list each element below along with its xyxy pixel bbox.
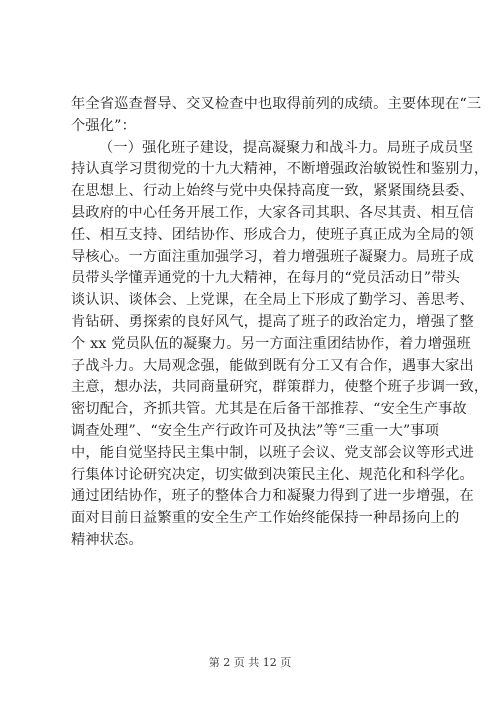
text-line: 县政府的中心任务开展工作，大家各司其职、各尽其责、相互信 bbox=[71, 204, 474, 221]
text-line: 在思想上、行动上始终与党中央保持高度一致，紧紧围绕县委、 bbox=[71, 183, 474, 200]
text-line: 肯钻研、勇探索的良好风气，提高了班子的政治定力，增强了整 bbox=[71, 313, 474, 330]
text-line: 调查处理”、“安全生产行政许可及执法”等“三重一大”事项 bbox=[71, 422, 440, 439]
text-line: 通过团结协作，班子的整体合力和凝聚力得到了进一步增强，在 bbox=[71, 488, 474, 505]
paragraph-heading-line: （一）强化班子建设，提高凝聚力和战斗力。局班子成员坚 bbox=[99, 139, 474, 156]
text-line: 员带头学懂弄通党的十九大精神，在每月的“党员活动日”带头 bbox=[71, 270, 460, 287]
text-line: 任、相互支持、团结协作、形成合力，使班子真正成为全局的领 bbox=[71, 226, 474, 243]
text-line: 个 xx 党员队伍的凝聚力。另一方面注重团结协作，着力增强班 bbox=[71, 335, 471, 352]
text-line: 精神状态。 bbox=[71, 531, 143, 548]
text-line: 密切配合，齐抓共管。尤其是在后备干部推荐、“安全生产事故 bbox=[71, 401, 467, 418]
text-line: 中，能自觉坚持民主集中制，以班子会议、党支部会议等形式进 bbox=[71, 444, 474, 461]
text-line: 子战斗力。大局观念强，能做到既有分工又有合作，遇事大家出 bbox=[71, 357, 474, 374]
text-line: 年全省巡查督导、交叉检查中也取得前列的成绩。主要体现在“三 bbox=[71, 96, 482, 112]
text-line: 个强化”： bbox=[71, 117, 137, 134]
text-line: 导核心。一方面注重加强学习，着力增强班子凝聚力。局班子成 bbox=[71, 248, 474, 265]
body-text bbox=[71, 94, 489, 552]
text-line: 行集体讨论研究决定，切实做到决策民主化、规范化和科学化。 bbox=[71, 466, 474, 483]
text-line: 面对目前日益繁重的安全生产工作始终能保持一种昂扬向上的 bbox=[71, 510, 460, 527]
text-line: 主意，想办法，共同商量研究，群策群力，使整个班子步调一致， bbox=[71, 379, 489, 396]
text-line: 谈认识、谈体会、上党课，在全局上下形成了勤学习、善思考、 bbox=[71, 292, 474, 309]
text-line: 持认真学习贯彻党的十九大精神，不断增强政治敏锐性和鉴别力， bbox=[71, 161, 489, 178]
page-footer: 第 2 页 共 12 页 bbox=[208, 656, 292, 669]
